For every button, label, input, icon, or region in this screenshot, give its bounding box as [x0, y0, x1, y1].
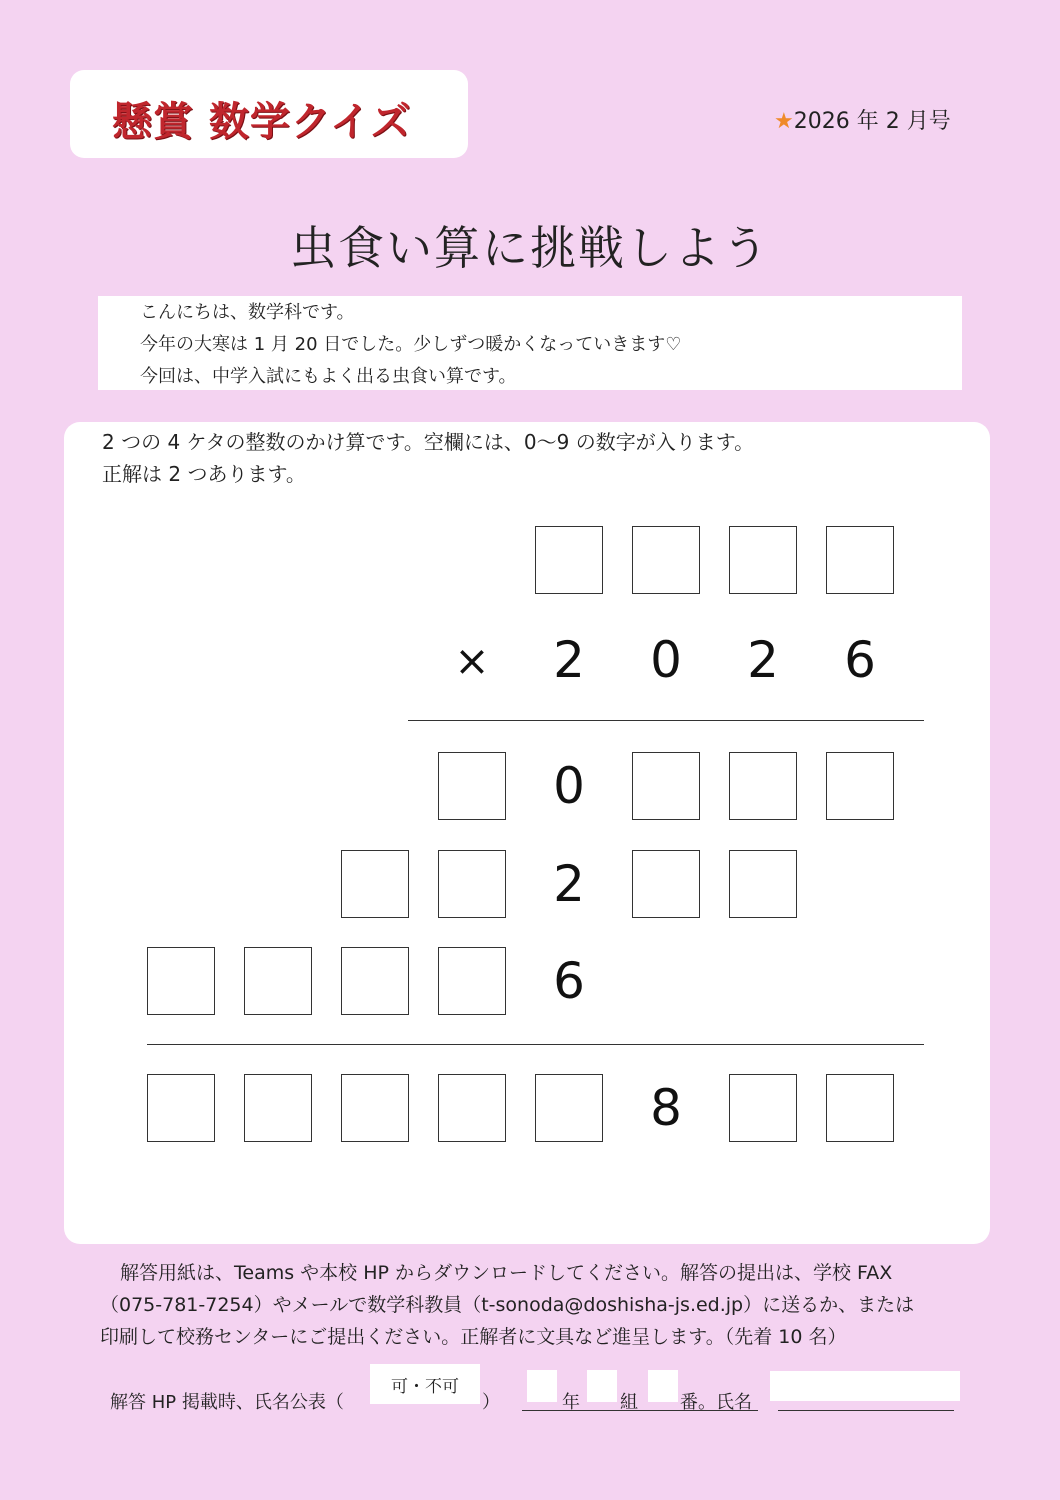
partial2-blank[interactable]	[341, 850, 409, 918]
partial2-blank[interactable]	[438, 850, 506, 918]
result-blank[interactable]	[244, 1074, 312, 1142]
footer-line: （075-781-7254）やメールで数学科教員（t-sonoda@doshisha-js.ed.jp）に送るか、または	[100, 1294, 915, 1316]
sum-line	[147, 1044, 924, 1045]
year-label: 年	[562, 1392, 580, 1413]
footer-line: 解答用紙は、Teams や本校 HP からダウンロードしてください。解答の提出は、学校 FAX	[120, 1262, 893, 1284]
number-label: 番。氏名	[680, 1392, 752, 1413]
year-field[interactable]	[527, 1370, 557, 1402]
page-title: 虫食い算に挑戦しよう	[290, 221, 770, 275]
partial1-blank[interactable]	[438, 752, 506, 820]
instruction-line: 正解は 2 つあります。	[102, 462, 306, 486]
multiplicand-blank-1[interactable]	[535, 526, 603, 594]
multiplicand-blank-3[interactable]	[729, 526, 797, 594]
partial1-blank[interactable]	[729, 752, 797, 820]
grade-underline	[522, 1410, 758, 1411]
partial2-digit: 2	[553, 855, 585, 913]
partial1-digit: 0	[553, 757, 585, 815]
partial1-blank[interactable]	[826, 752, 894, 820]
partial3-blank[interactable]	[341, 947, 409, 1015]
multiplier-digit: 2	[553, 631, 585, 689]
result-blank[interactable]	[438, 1074, 506, 1142]
name-field[interactable]	[770, 1371, 960, 1401]
result-blank[interactable]	[341, 1074, 409, 1142]
result-blank[interactable]	[147, 1074, 215, 1142]
partial3-blank[interactable]	[147, 947, 215, 1015]
partial2-blank[interactable]	[632, 850, 700, 918]
issue-text: 2026 年 2 月号	[793, 109, 951, 134]
result-blank[interactable]	[826, 1074, 894, 1142]
name-underline	[778, 1410, 954, 1411]
times-sign: ×	[454, 635, 490, 685]
partial3-blank[interactable]	[438, 947, 506, 1015]
publish-options[interactable]: 可・不可	[370, 1364, 480, 1404]
greeting-line: 今回は、中学入試にもよく出る虫食い算です。	[140, 366, 517, 387]
publish-label: 解答 HP 掲載時、氏名公表（	[110, 1392, 344, 1413]
quiz-title-box	[70, 70, 468, 158]
result-blank[interactable]	[729, 1074, 797, 1142]
class-label: 組	[620, 1392, 638, 1413]
greeting-line: 今年の大寒は 1 月 20 日でした。少しずつ暖かくなっていきます♡	[140, 334, 682, 355]
multiplicand-blank-4[interactable]	[826, 526, 894, 594]
greeting-box	[98, 296, 962, 390]
multiplicand-blank-2[interactable]	[632, 526, 700, 594]
partial3-digit: 6	[553, 952, 585, 1010]
class-field[interactable]	[587, 1370, 617, 1402]
multiplication-line	[408, 720, 924, 721]
partial1-blank[interactable]	[632, 752, 700, 820]
star-icon: ★	[774, 109, 794, 134]
multiplier-digit: 6	[844, 631, 876, 689]
partial2-blank[interactable]	[729, 850, 797, 918]
quiz-title: 懸賞 数学クイズ	[112, 99, 412, 145]
greeting-line: こんにちは、数学科です。	[140, 302, 355, 323]
result-blank[interactable]	[535, 1074, 603, 1142]
multiplier-digit: 0	[650, 631, 682, 689]
multiplier-digit: 2	[747, 631, 779, 689]
instruction-line: 2 つの 4 ケタの整数のかけ算です。空欄には、0～9 の数字が入ります。	[102, 430, 755, 454]
footer-line: 印刷して校務センターにご提出ください。正解者に文具など進呈します。（先着 10 名）	[100, 1326, 847, 1348]
number-field[interactable]	[648, 1370, 678, 1402]
close-paren: ）	[482, 1392, 500, 1413]
issue-date	[774, 104, 951, 135]
result-digit: 8	[650, 1079, 682, 1137]
partial3-blank[interactable]	[244, 947, 312, 1015]
